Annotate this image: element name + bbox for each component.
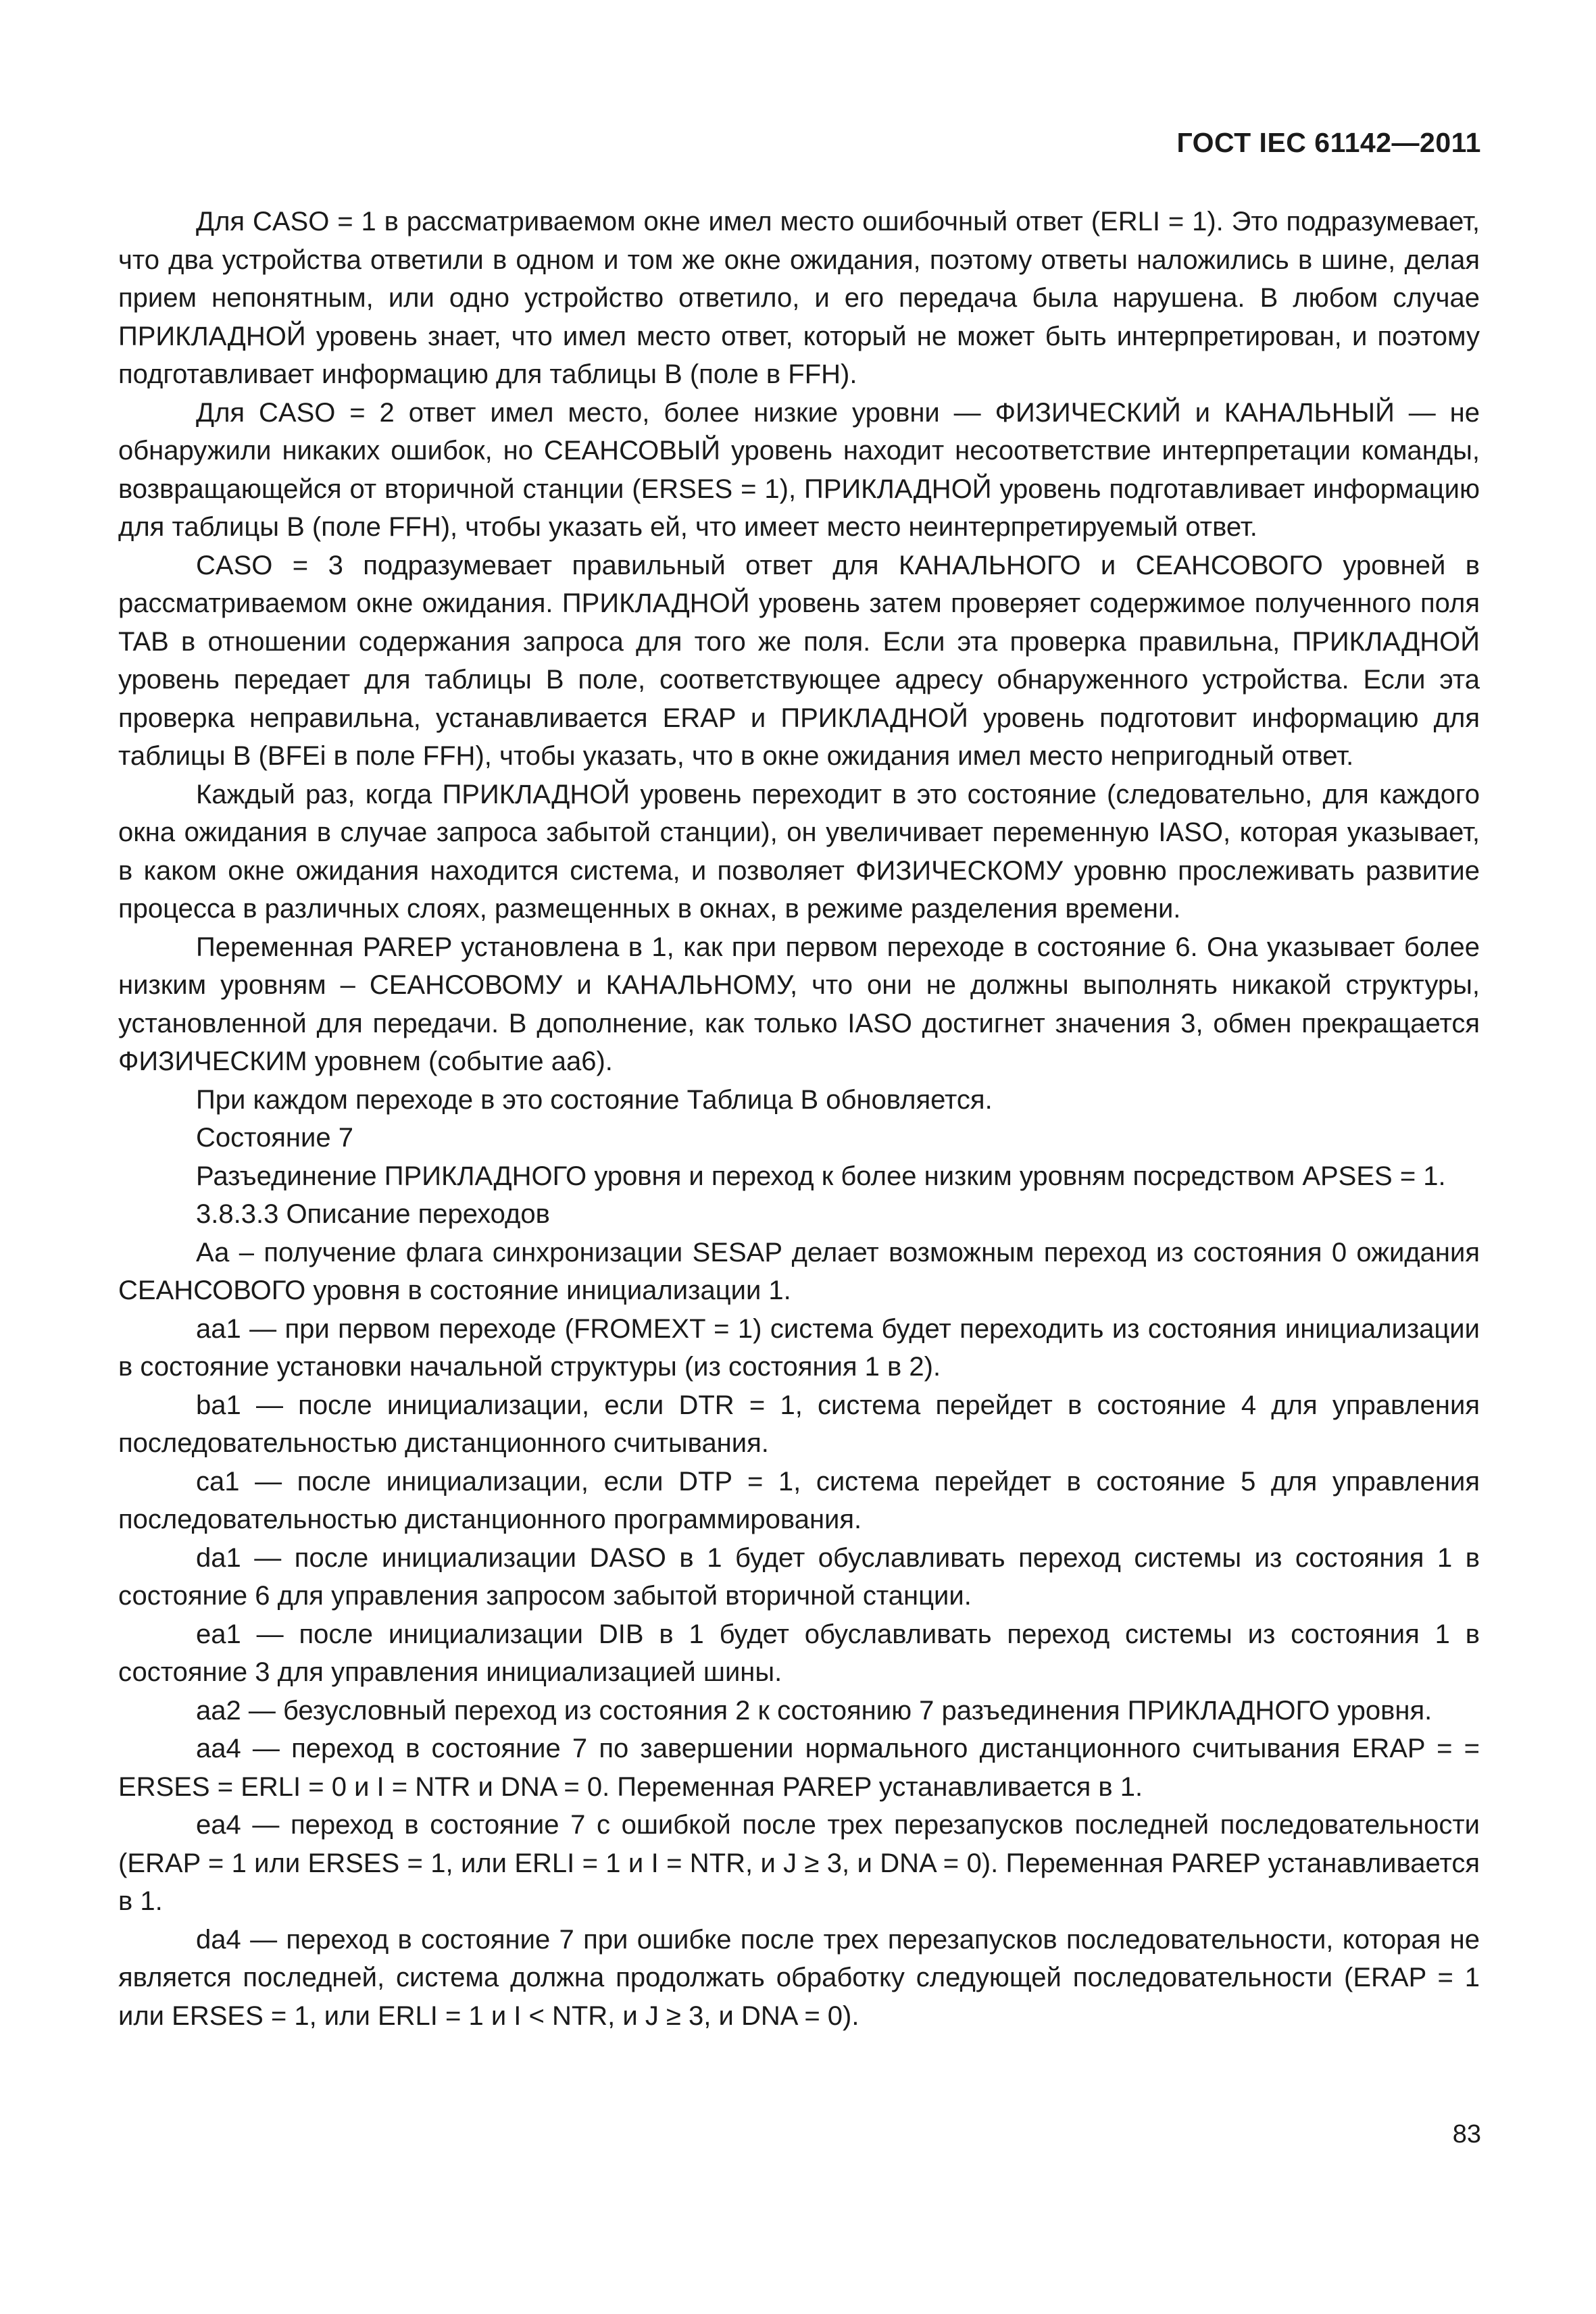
transition-aa2: аа2 — безусловный переход из состояния 2 к состоянию 7 разъединения ПРИКЛАДНОГО уровня. [196,1695,1432,1726]
paragraph-disconnect: Разъединение ПРИКЛАДНОГО уровня и переход к более низким уровням посредством APSES = 1. [196,1161,1446,1191]
state-7-heading: Состояние 7 [196,1123,353,1153]
transition-ba1: bа1 — после инициализации, если DTR = 1, система перейдет в состояние 4 для управления последовательностью дистанционного считывания. [118,1390,1480,1458]
transition-aa1: аа1 — при первом переходе (FROMEXT = 1) система будет переходить из состояния инициализации в состояние установки начальной структуры (из состояния 1 в 2). [118,1313,1480,1382]
paragraph-caso-3: CASO = 3 подразумевает правильный ответ для КАНАЛЬНОГО и СЕАНСОВОГО уровней в рассматриваемом окне ожидания. ПРИКЛАДНОЙ уровень затем проверяет содержимое полученного поля TAB в отношении содержания запроса для того же поля. Если эта проверка правильна, ПРИКЛАДНОЙ уровень передает для таблицы В поле, соответствующее адресу обнаруженного устройства. Если эта проверка неправильна, устанавливается ERAP и ПРИКЛАДНОЙ уровень подготовит информацию для таблицы В (BFEi в поле FFH), чтобы указать, что в окне ожидания имел место непригодный ответ. [118,550,1480,771]
transition-aa4: аа4 — переход в состояние 7 по завершении нормального дистанционного считывания ERAP = = ERSES = ERLI = 0 и I = NTR и DNA = 0. Переменная PAREP устанавливается в 1. [118,1734,1480,1802]
transition-ea4: еа4 — переход в состояние 7 с ошибкой после трех перезапусков последней последовательности (ERAP = 1 или ERSES = 1, или ERLI = 1 и I = NTR, и J ≥ 3, и DNA = 0). Переменная PAREP устанавливается в 1. [118,1810,1480,1916]
paragraph-parep: Переменная PAREP установлена в 1, как при первом переходе в состояние 6. Она указывает более низким уровням – СЕАНСОВОМУ и КАНАЛЬНОМУ, что они не должны выполнять никакой структуры, установленной для передачи. В дополнение, как только IASO достигнет значения 3, обмен прекращается ФИЗИЧЕСКИМ уровнем (событие аа6). [118,932,1480,1076]
transition-Aa: Аа – получение флага синхронизации SESAP делает возможным переход из состояния 0 ожидания СЕАНСОВОГО уровня в состояние инициализации 1. [118,1237,1480,1305]
section-heading-transitions: 3.8.3.3 Описание переходов [196,1199,550,1229]
document-standard-header: ГОСТ IEC 61142—2011 [1176,127,1481,158]
paragraph-iaso: Каждый раз, когда ПРИКЛАДНОЙ уровень переходит в это состояние (следовательно, для каждого окна ожидания в случае запроса забытой станции), он увеличивает переменную IASO, которая указывает, в каком окне ожидания находится система, и позволяет ФИЗИЧЕСКОМУ уровню прослеживать развитие процесса в различных слоях, размещенных в окнах, в режиме разделения времени. [118,779,1480,924]
paragraph-caso-1: Для CASO = 1 в рассматриваемом окне имел место ошибочный ответ (ERLI = 1). Это подразумевает, что два устройства ответили в одном и том же окне ожидания, поэтому ответы наложились в шине, делая прием непонятным, или одно устройство ответило, и его передача была нарушена. В любом случае ПРИКЛАДНОЙ уровень знает, что имел место ответ, который не может быть интерпретирован, и поэтому подготавливает информацию для таблицы В (поле в FFH). [118,207,1480,389]
paragraph-table-update: При каждом переходе в это состояние Таблица В обновляется. [196,1084,993,1115]
document-body [118,203,1480,2035]
page-number: 83 [1452,2120,1481,2148]
paragraph-caso-2: Для CASO = 2 ответ имел место, более низкие уровни — ФИЗИЧЕСКИЙ и КАНАЛЬНЫЙ — не обнаружили никаких ошибок, но СЕАНСОВЫЙ уровень находит несоответствие интерпретации команды, возвращающейся от вторичной станции (ERSES = 1), ПРИКЛАДНОЙ уровень подготавливает информацию для таблицы В (поле FFH), чтобы указать ей, что имеет место неинтерпретируемый ответ. [118,397,1480,542]
transition-ca1: са1 — после инициализации, если DTP = 1, система перейдет в состояние 5 для управления последовательностью дистанционного программирования. [118,1466,1480,1534]
transition-ea1: еа1 — после инициализации DIB в 1 будет обуславливать переход системы из состояния 1 в состояние 3 для управления инициализацией шины. [118,1619,1480,1687]
transition-da4: dа4 — переход в состояние 7 при ошибке после трех перезапусков последовательности, которая не является последней, система должна продолжать обработку следующей последовательности (ERAP = 1 или ERSES = 1, или ERLI = 1 и I < NTR, и J ≥ 3, и DNA = 0). [118,1924,1480,2031]
transition-da1: dа1 — после инициализации DASO в 1 будет обуславливать переход системы из состояния 1 в состояние 6 для управления запросом забытой вторичной станции. [118,1542,1480,1611]
